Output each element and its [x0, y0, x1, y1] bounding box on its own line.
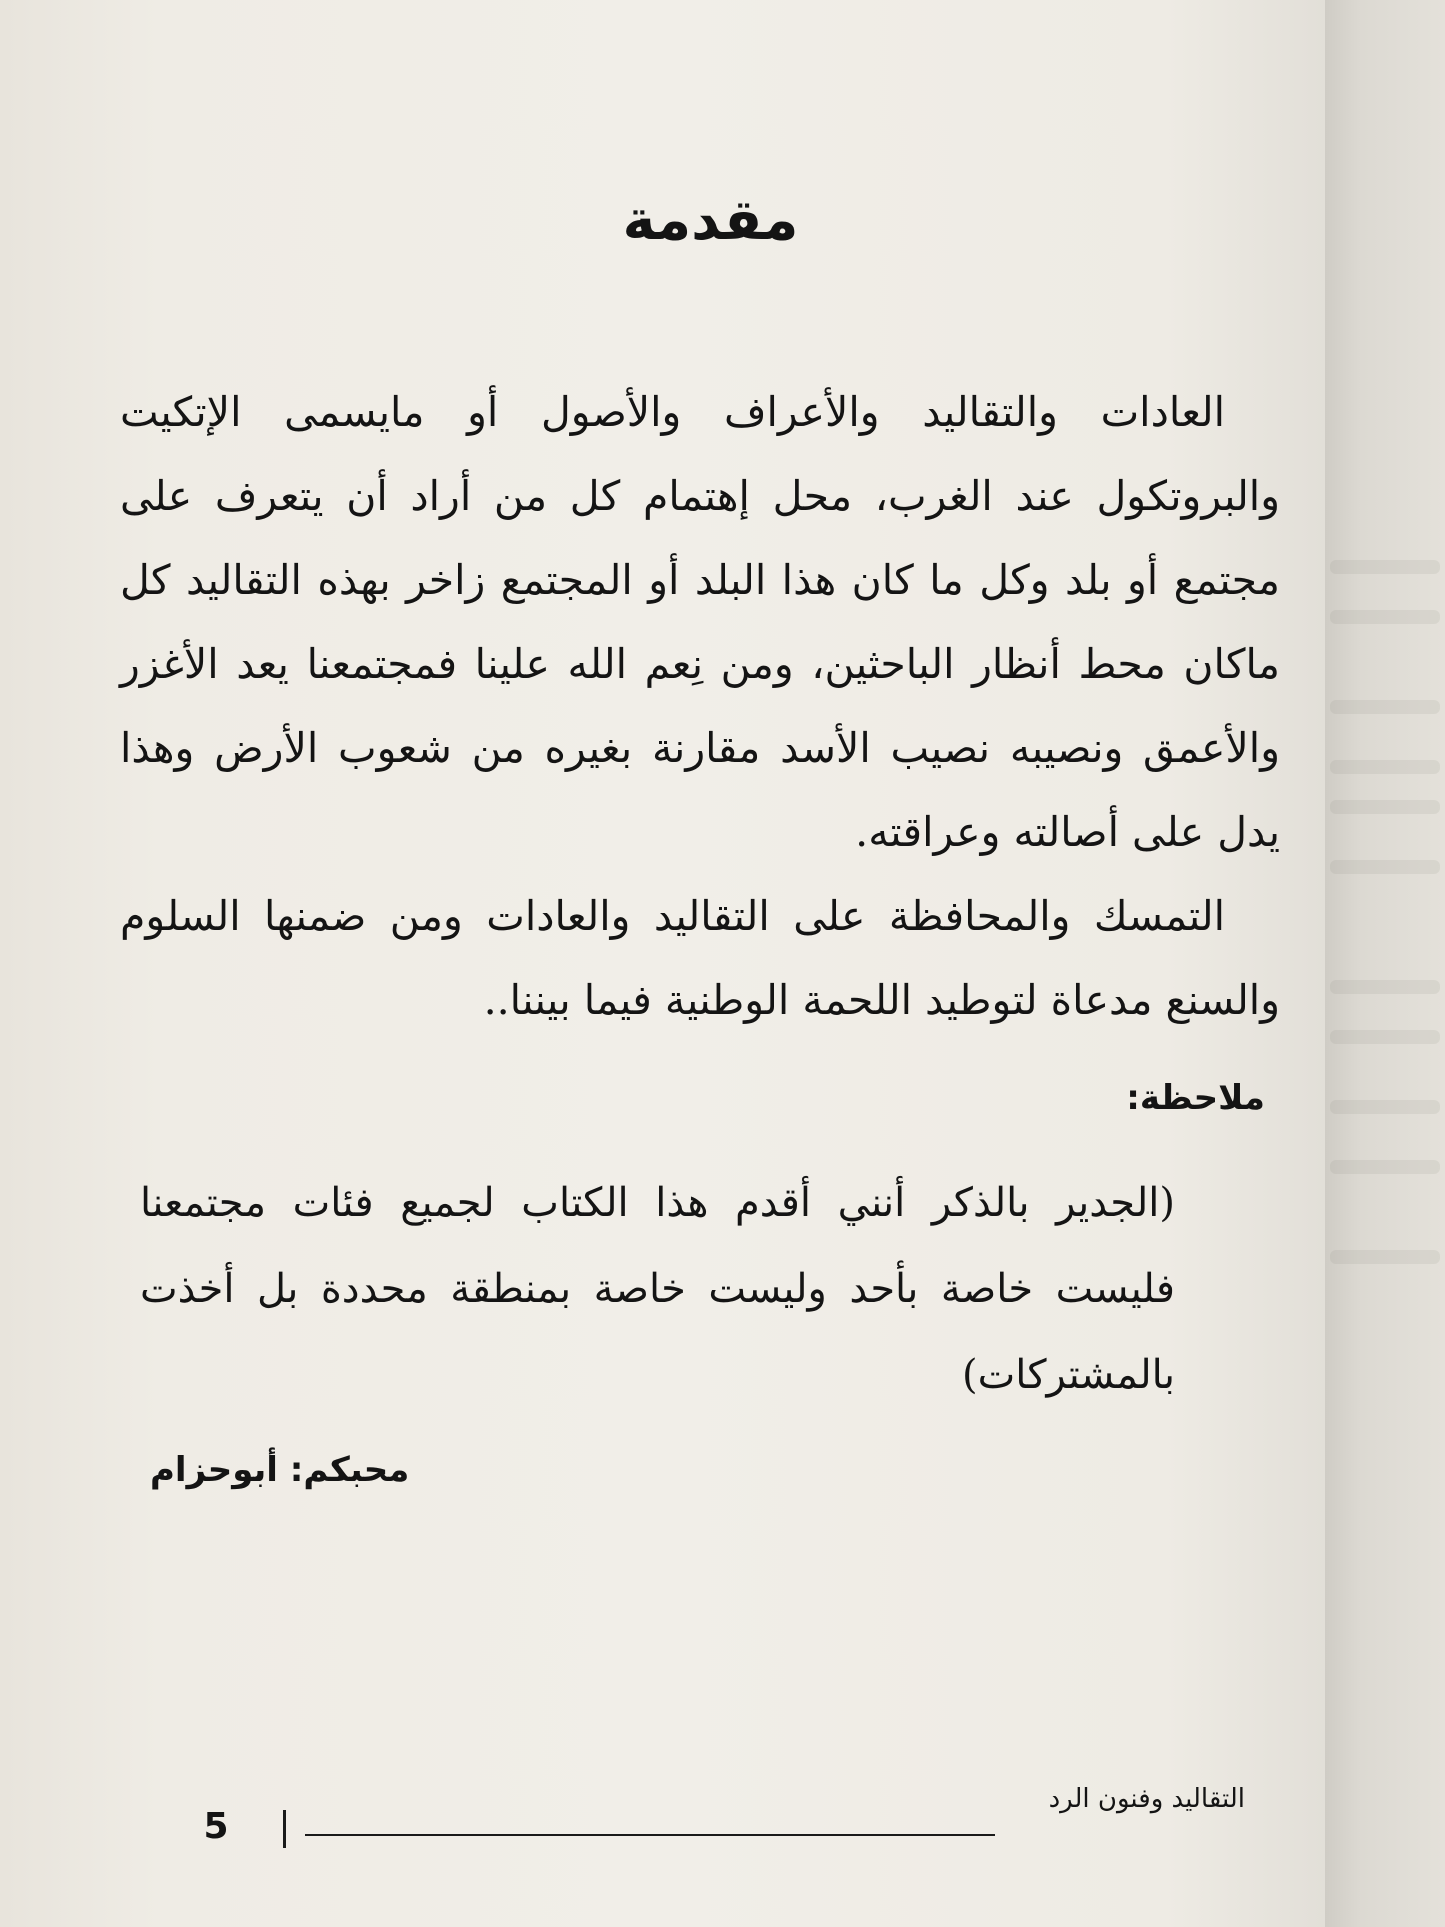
ghost-text-line: [1330, 760, 1440, 774]
ghost-text-line: [1330, 860, 1440, 874]
ghost-text-line: [1330, 560, 1440, 574]
ghost-text-line: [1330, 1160, 1440, 1174]
signature: محبكم: أبوحزام: [150, 1450, 410, 1490]
ghost-text-line: [1330, 610, 1440, 624]
ghost-text-line: [1330, 1100, 1440, 1114]
ghost-text-line: [1330, 700, 1440, 714]
ghost-text-line: [1330, 1250, 1440, 1264]
paragraph-intro: العادات والتقاليد والأعراف والأصول أو مايسمى الإتكيت والبروتكول عند الغرب، محل إهتمام كل من أراد أن يتعرف على مجتمع أو بلد وكل ما كان هذا البلد أو المجتمع زاخر بهذه التقاليد كل ماكان محط أنظار الباحثين، ومن نِعم الله علينا فمجتمعنا يعد الأغزر والأعمق ونصيبه نصيب الأسد مقارنة بغيره من شعوب الأرض وهذا يدل على أصالته وعراقته.: [120, 388, 1280, 856]
footer-rule: [305, 1834, 995, 1836]
ghost-text-line: [1330, 800, 1440, 814]
page-title: مقدمة: [622, 187, 799, 253]
note-text: (الجدير بالذكر أنني أقدم هذا الكتاب لجميع فئات مجتمعنا فليست خاصة بأحد وليست خاصة بمنطقة محددة بل أخذت بالمشتركات): [140, 1180, 1175, 1398]
note-label: ملاحظة:: [1126, 1078, 1265, 1118]
page-number: 5: [203, 1806, 229, 1847]
ghost-text-line: [1330, 980, 1440, 994]
next-page-edge: [1325, 0, 1445, 1927]
body-text: [120, 370, 1280, 1042]
footer-separator: [283, 1810, 286, 1848]
ghost-text-line: [1330, 1030, 1440, 1044]
footer-book-title: التقاليد وفنون الرد: [1048, 1784, 1245, 1814]
paragraph-second: التمسك والمحافظة على التقاليد والعادات ومن ضمنها السلوم والسنع مدعاة لتوطيد اللحمة الوطنية فيما بيننا..: [120, 892, 1280, 1024]
